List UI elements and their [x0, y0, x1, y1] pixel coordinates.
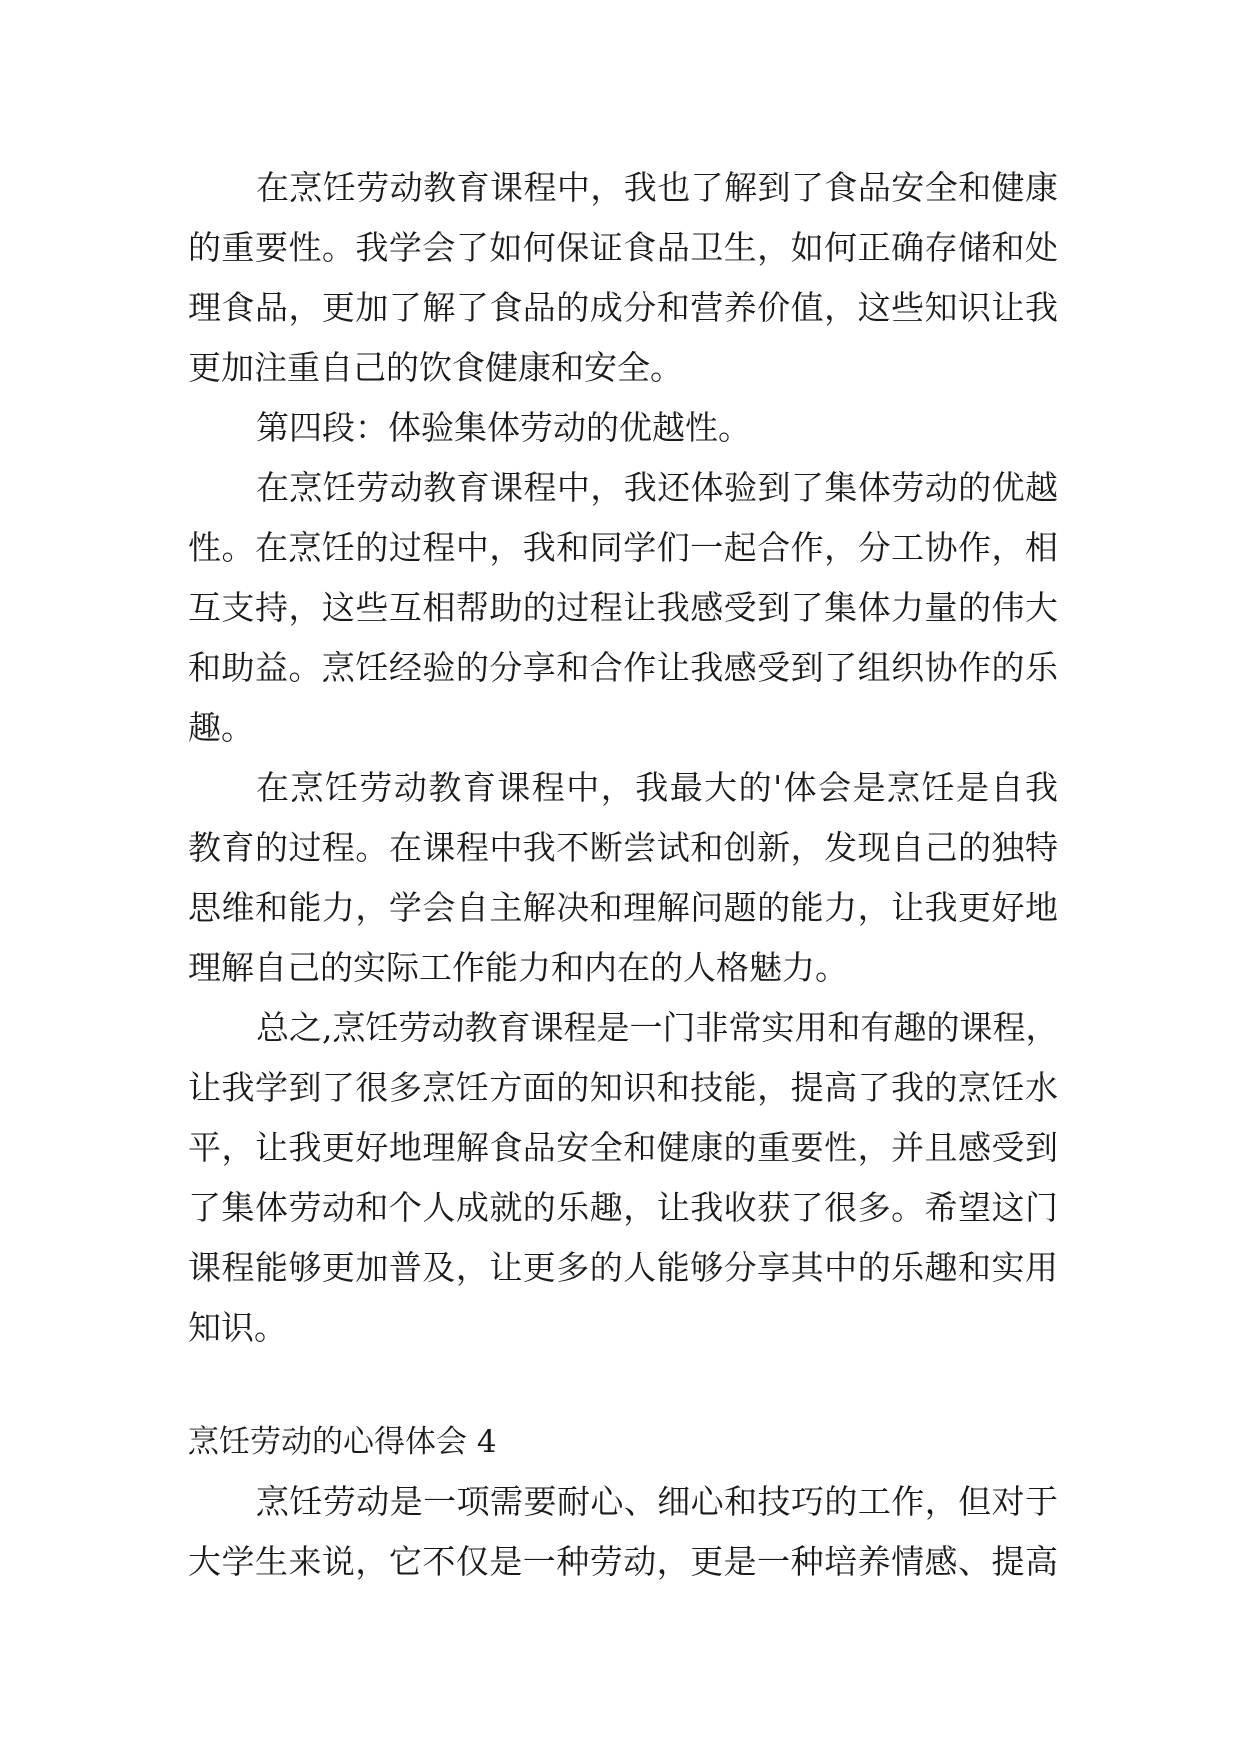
text-line: 的重要性。我学会了如何保证食品卫生，如何正确存储和处 — [188, 228, 1058, 267]
text-line: 思维和能力，学会自主解决和理解问题的能力，让我更好地 — [188, 888, 1058, 927]
text-line: 性。在烹饪的过程中，我和同学们一起合作，分工协作，相 — [188, 528, 1058, 567]
paragraph-collective-labor — [188, 458, 1058, 758]
text-line: 趣。 — [188, 708, 254, 747]
section-heading: 烹饪劳动的心得体会 4 — [188, 1424, 497, 1460]
paragraph-section-four — [188, 398, 1058, 458]
text-line: 在烹饪劳动教育课程中，我最大的'体会是烹饪是自我 — [256, 768, 1058, 807]
text-line: 互支持，这些互相帮助的过程让我感受到了集体力量的伟大 — [188, 588, 1058, 627]
text-line: 课程能够更加普及，让更多的人能够分享其中的乐趣和实用 — [188, 1248, 1058, 1287]
text-line: 烹饪劳动是一项需要耐心、细心和技巧的工作，但对于 — [256, 1482, 1058, 1521]
text-line: 总之,烹饪劳动教育课程是一门非常实用和有趣的课程， — [256, 1008, 1059, 1047]
paragraph-self-education — [188, 758, 1058, 998]
section-spacer — [188, 1358, 1058, 1412]
text-line: 大学生来说，它不仅是一种劳动，更是一种培养情感、提高 — [188, 1542, 1058, 1581]
text-line: 在烹饪劳动教育课程中，我也了解到了食品安全和健康 — [256, 168, 1058, 207]
text-line: 知识。 — [188, 1308, 287, 1347]
text-line: 理食品，更加了解了食品的成分和营养价值，这些知识让我 — [188, 288, 1058, 327]
paragraph-food-safety — [188, 158, 1058, 398]
text-line: 了集体劳动和个人成就的乐趣，让我收获了很多。希望这门 — [188, 1188, 1058, 1227]
paragraph-cooking-labor-intro — [188, 1472, 1058, 1592]
text-line: 平，让我更好地理解食品安全和健康的重要性，并且感受到 — [188, 1128, 1058, 1167]
text-line: 和助益。烹饪经验的分享和合作让我感受到了组织协作的乐 — [188, 648, 1058, 687]
paragraph-summary — [188, 998, 1058, 1358]
text-line: 理解自己的实际工作能力和内在的人格魅力。 — [188, 948, 848, 987]
text-line: 教育的过程。在课程中我不断尝试和创新，发现自己的独特 — [188, 828, 1058, 867]
document-page — [188, 158, 1058, 1592]
text-line: 第四段：体验集体劳动的优越性。 — [256, 408, 751, 447]
text-line: 让我学到了很多烹饪方面的知识和技能，提高了我的烹饪水 — [188, 1068, 1058, 1107]
text-line: 更加注重自己的饮食健康和安全。 — [188, 348, 683, 387]
text-line: 在烹饪劳动教育课程中，我还体验到了集体劳动的优越 — [256, 468, 1058, 507]
